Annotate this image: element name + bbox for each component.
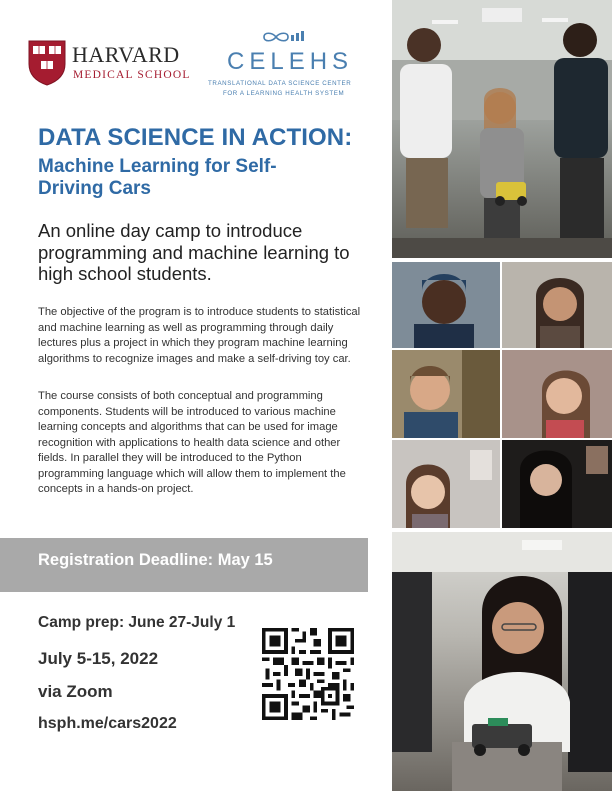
camp-dates: July 5-15, 2022 [38,649,159,668]
celehs-infinity-icon [260,30,308,44]
registration-deadline: Registration Deadline: May 15 [38,551,273,569]
registration-link[interactable]: hsph.me/cars2022 [38,715,177,732]
zoom-participant-5 [392,440,500,528]
intro-statement: An online day camp to introduce programming and machine learning to high school students. [38,220,350,284]
zoom-participant-2 [502,262,612,348]
zoom-tile-6 [502,440,612,528]
course-paragraph: The course consists of both conceptual and programming components. Students will be introduced to various machine learning concepts and algorithms that can be used for image recognition with applications to health data science and other fields. In parallel they will be introduced to the Python programming language which will allow them to implement the concepts in a hands-on project. [38,390,346,495]
student-working-on-car-photo [392,532,612,791]
qr-code[interactable] [262,628,354,720]
zoom-participant-6 [502,440,612,528]
camp-prep-dates: Camp prep: June 27-July 1 [38,614,236,631]
flyer-subtitle: Machine Learning for Self-Driving Cars [38,156,277,199]
zoom-tile-5 [392,440,500,528]
objective-paragraph: The objective of the program is to introduce students to statistical and machine learning as well as programming through daily lectures plus a project in which they program machine learning algorithms to recognize images and make a self-driving toy car. [38,306,361,365]
lab-photo-illustration [392,532,612,791]
celehs-logo [205,30,370,100]
celehs-wordmark: CELEHS [227,48,354,75]
zoom-call-grid [392,262,612,528]
medical-school-wordmark: MEDICAL SCHOOL [73,69,191,81]
photo-column [392,0,612,791]
celehs-tagline-line-1: TRANSLATIONAL DATA SCIENCE CENTER [208,80,352,87]
zoom-participant-3 [392,350,500,438]
zoom-participant-4 [502,350,612,438]
flyer-title: DATA SCIENCE IN ACTION: [38,124,353,151]
camp-location: via Zoom [38,682,113,701]
group-photo-students-with-car [392,0,612,258]
harvard-shield-icon [28,40,66,86]
zoom-tile-4 [502,350,612,438]
zoom-tile-3 [392,350,500,438]
harvard-wordmark: HARVARD [72,42,180,67]
group-photo-illustration [392,0,612,258]
zoom-tile-1 [392,262,500,348]
harvard-medical-school-logo [28,40,200,92]
zoom-tile-2 [502,262,612,348]
celehs-tagline-line-2: FOR A LEARNING HEALTH SYSTEM [223,90,345,97]
zoom-participant-1 [392,262,500,348]
